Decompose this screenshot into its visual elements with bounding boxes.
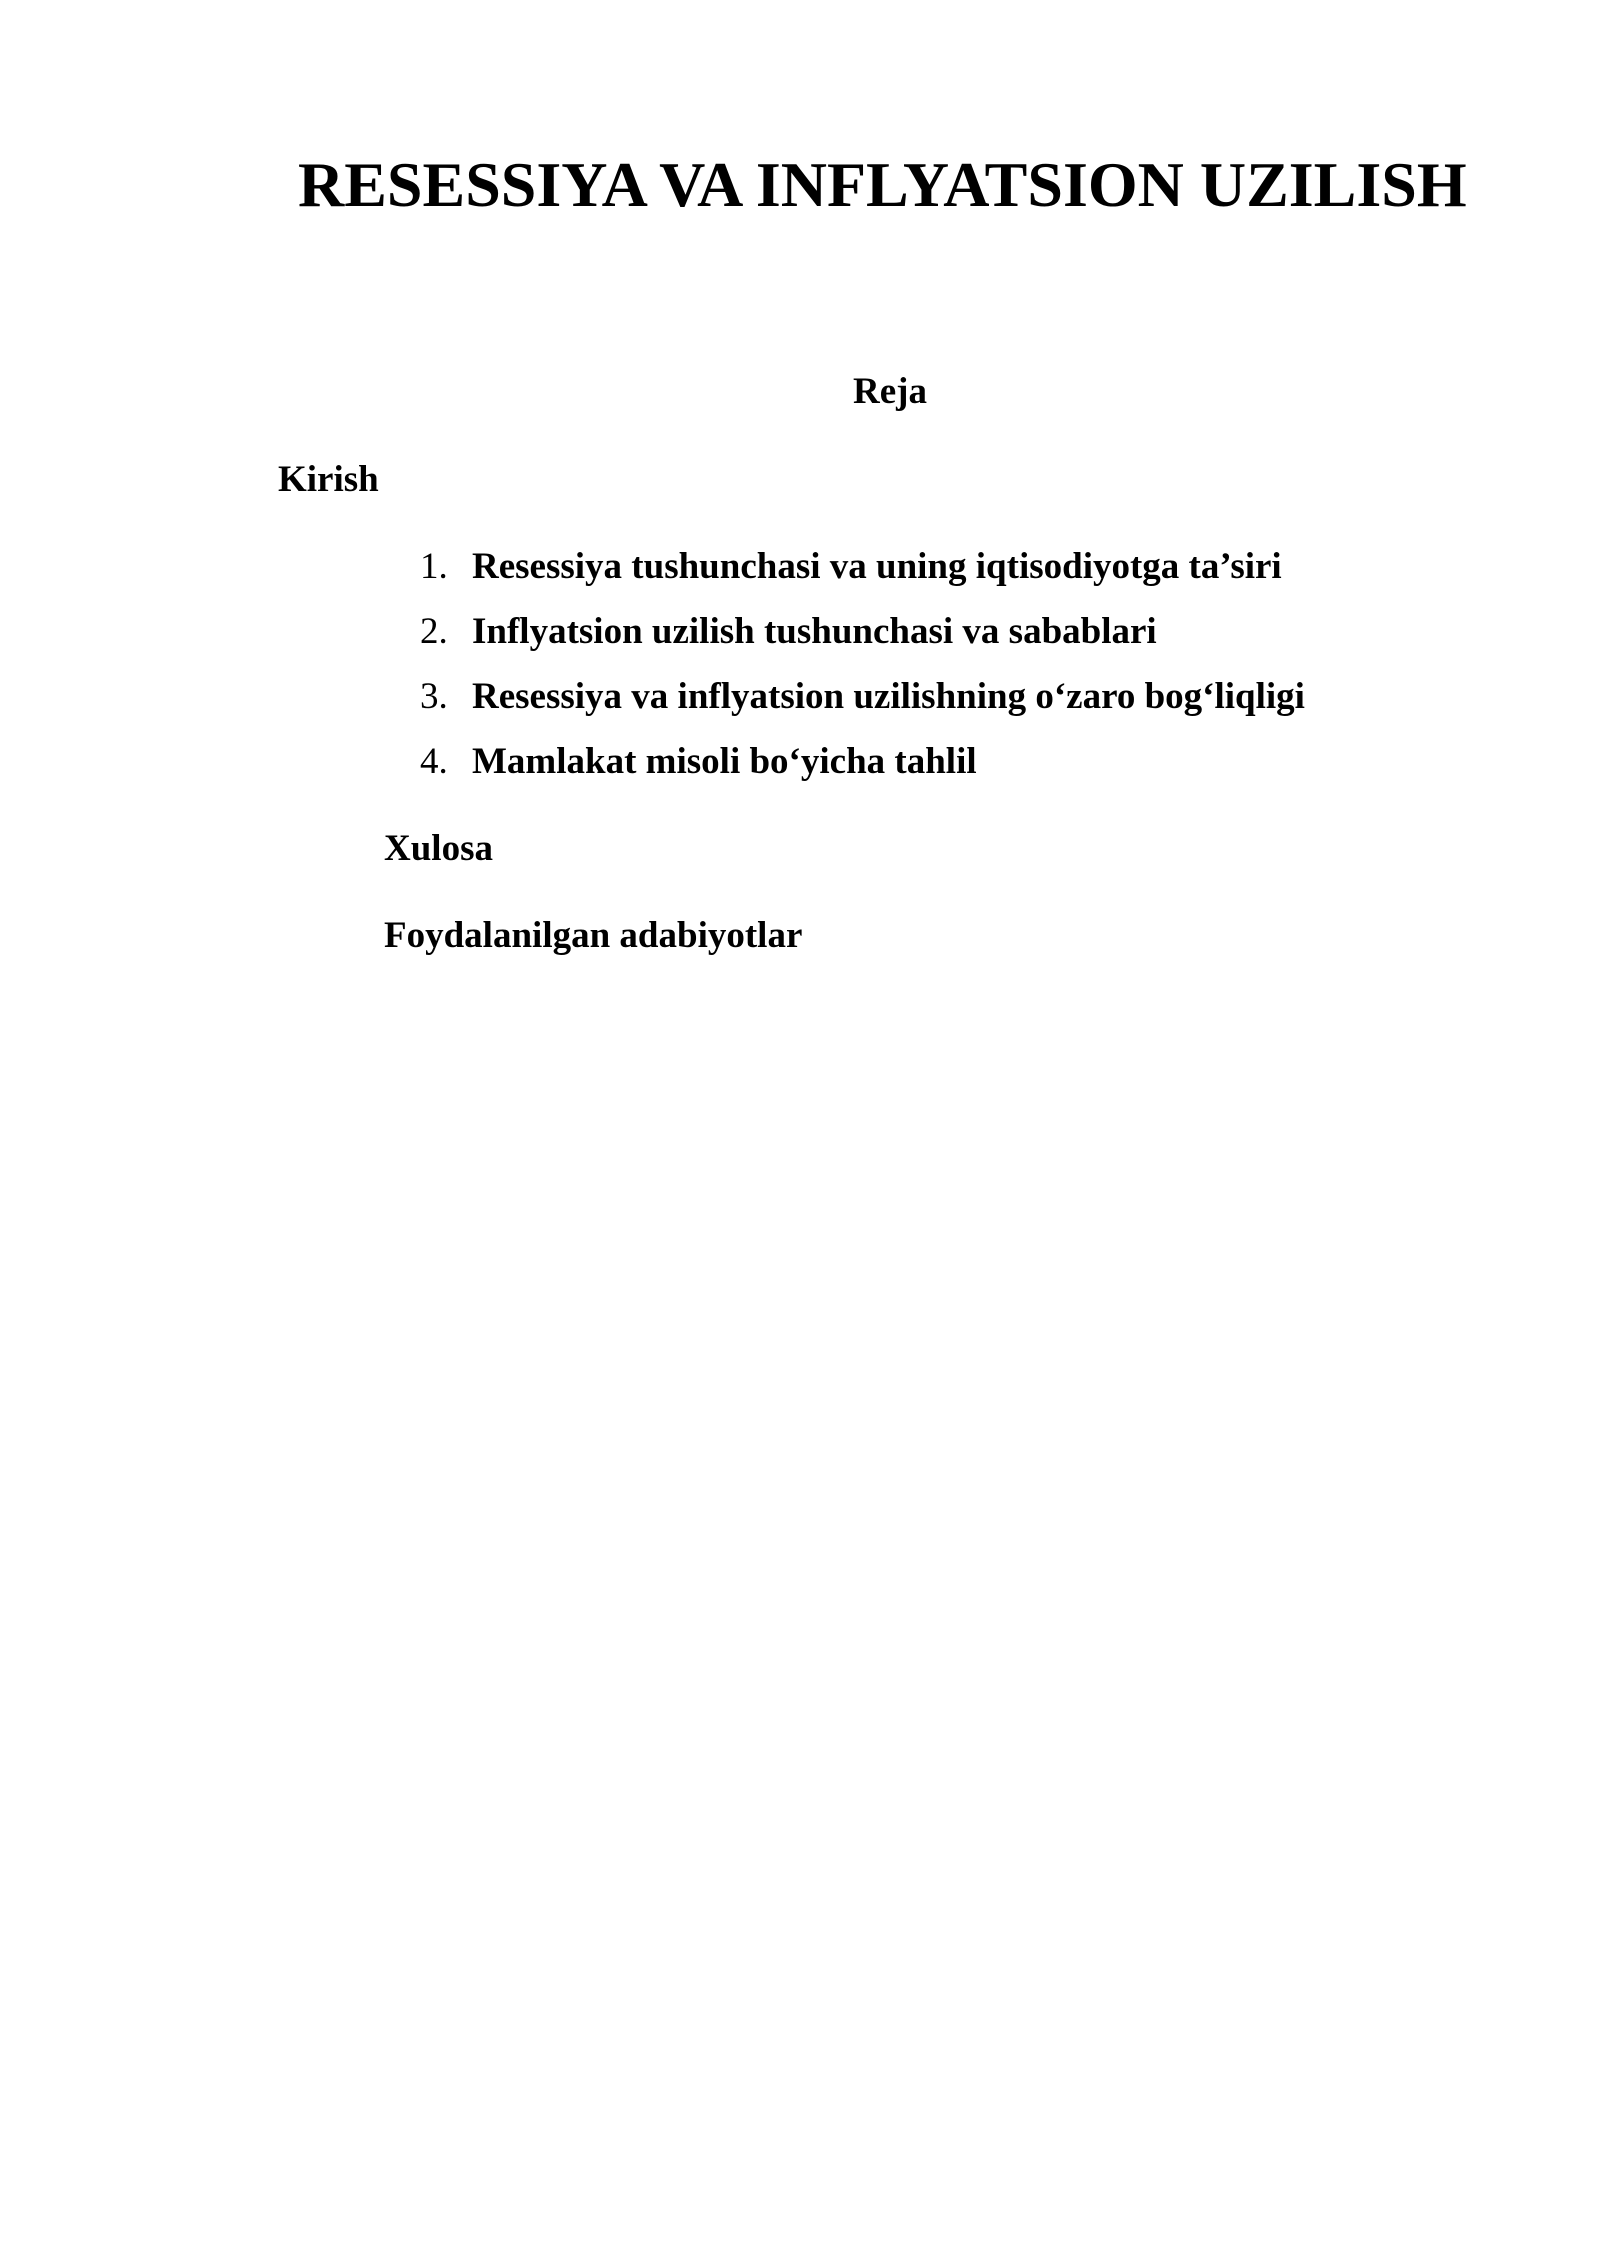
references-label: Foydalanilgan adabiyotlar: [384, 915, 803, 956]
conclusion-label: Xulosa: [384, 828, 493, 869]
plan-item-text: Resessiya va inflyatsion uzilishning o‘zaro bog‘liqligi: [472, 676, 1305, 717]
plan-item: [420, 675, 1305, 740]
plan-heading: Reja: [853, 371, 927, 412]
document-title: RESESSIYA VA INFLYATSION UZILISH: [298, 149, 1467, 220]
plan-item: [420, 740, 1305, 805]
plan-item-number: 1.: [420, 546, 448, 587]
plan-item: [420, 610, 1305, 675]
plan-item-text: Inflyatsion uzilish tushunchasi va sabablari: [472, 611, 1157, 652]
plan-item-number: 3.: [420, 676, 448, 717]
intro-label: Kirish: [278, 459, 379, 500]
plan-list: [420, 545, 1305, 805]
plan-item-text: Mamlakat misoli bo‘yicha tahlil: [472, 741, 977, 782]
plan-item-number: 4.: [420, 741, 448, 782]
plan-item: [420, 545, 1305, 610]
plan-item-number: 2.: [420, 611, 448, 652]
plan-item-text: Resessiya tushunchasi va uning iqtisodiyotga ta’siri: [472, 546, 1282, 587]
